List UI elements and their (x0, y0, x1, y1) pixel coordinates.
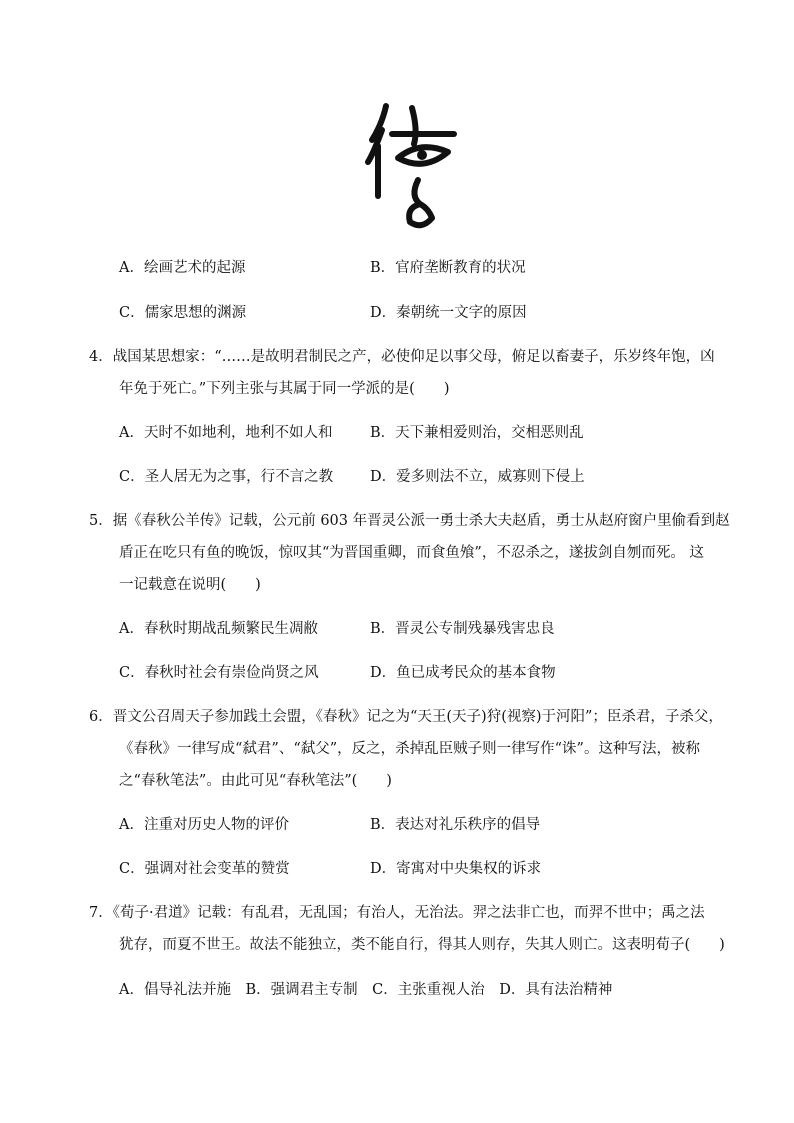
q4-stem-line2: 年免于死亡。”下列主张与其属于同一学派的是( ) (119, 381, 450, 397)
q6-option-d: D．寄寓对中央集权的诉求 (370, 861, 542, 877)
q7-stem-line1: 7．《荀子·君道》记载：有乱君，无乱国；有治人，无治法。羿之法非亡也，而羿不世中；禹之法 (89, 905, 705, 921)
q4-option-d: D．爱多则法不立，威寡则下侵上 (370, 469, 585, 485)
q3-option-d: D．秦朝统一文字的原因 (370, 305, 527, 321)
q6-stem-line1: 6．晋文公召周天子参加践土会盟，《春秋》记之为“天王(天子)狩(视察)于河阳”；臣杀君，子杀父， (89, 709, 723, 725)
q4-option-b: B．天下兼相爱则治，交相恶则乱 (370, 425, 584, 441)
q6-option-b: B．表达对礼乐秩序的倡导 (370, 817, 541, 833)
q5-option-b: B．晋灵公专制残暴残害忠良 (370, 621, 555, 637)
q4-option-a: A．天时不如地利，地利不如人和 (119, 425, 333, 441)
q5-stem-line1: 5．据《春秋公羊传》记载，公元前 603 年晋灵公派一勇士杀大夫赵盾，勇士从赵府窗户里偷看到赵 (89, 513, 730, 529)
q6-stem-line2: 《春秋》一律写成“弑君”、“弑父”，反之，杀掉乱臣贼子则一律写作“诛”。这种写法，被称 (119, 741, 700, 757)
ancient-character-image (362, 100, 462, 232)
q7-options: A．倡导礼法并施 B．强调君主专制 C．主张重视人治 D．具有法治精神 (119, 982, 613, 998)
q6-stem-line3: 之“春秋笔法”。由此可见“春秋笔法”( ) (119, 773, 392, 789)
q3-option-b: B．官府垄断教育的状况 (370, 260, 526, 276)
q4-option-c: C．圣人居无为之事，行不言之教 (119, 469, 334, 485)
q5-stem-line2: 盾正在吃只有鱼的晚饭，惊叹其“为晋国重卿，而食鱼飧”，不忍杀之，遂拔剑自刎而死。 这 (119, 545, 704, 561)
q5-option-c: C．春秋时社会有崇俭尚贤之风 (119, 665, 319, 681)
q7-stem-line2: 犹存，而夏不世王。故法不能独立，类不能自行，得其人则存，失其人则亡。这表明荀子( ) (119, 937, 725, 953)
q6-option-a: A．注重对历史人物的评价 (119, 817, 289, 833)
q5-option-d: D．鱼已成考民众的基本食物 (370, 665, 556, 681)
q3-option-a: A．绘画艺术的起源 (119, 260, 246, 276)
q4-stem-line1: 4．战国某思想家：“……是故明君制民之产，必使仰足以事父母，俯足以畜妻子，乐岁终年饱，凶 (89, 349, 715, 365)
q6-option-c: C．强调对社会变革的赞赏 (119, 861, 290, 877)
q5-stem-line3: 一记载意在说明( ) (119, 577, 261, 593)
q3-option-c: C．儒家思想的渊源 (119, 305, 247, 321)
q5-option-a: A．春秋时期战乱频繁民生凋敝 (119, 621, 318, 637)
